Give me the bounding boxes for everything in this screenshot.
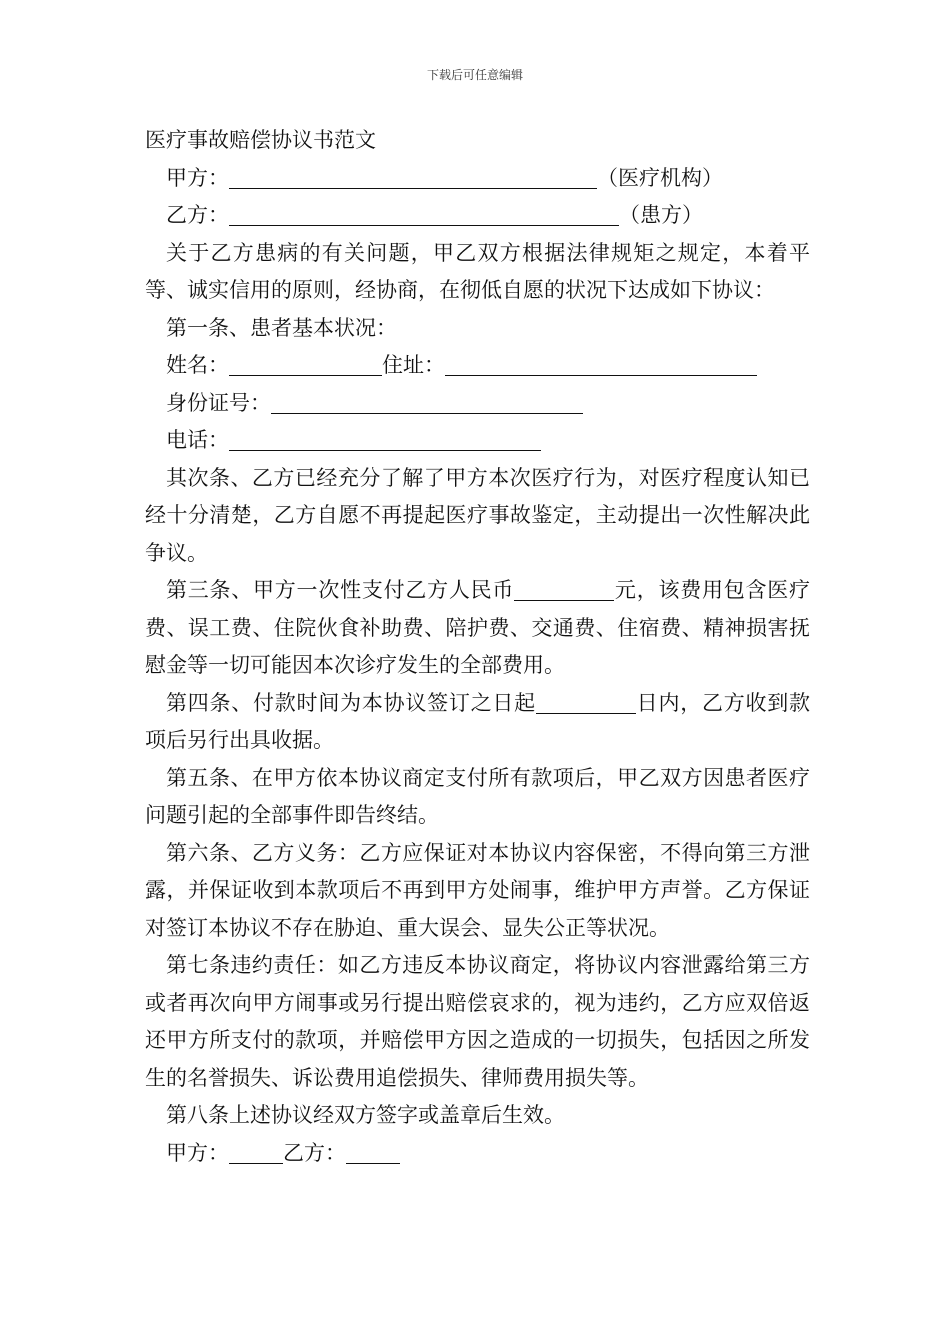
signature-line	[145, 1135, 810, 1173]
article-3-post: 元，该费用包含医疗费、误工费、住院伙食补助费、陪护费、交通费、住宿费、精神损害抚慰金等一切可能因本次诊疗发生的全部费用。	[145, 578, 811, 677]
party-b-note: （患方）	[619, 203, 703, 227]
sign-a-label: 甲方：	[166, 1140, 229, 1165]
address-label: 住址：	[382, 353, 445, 377]
phone-label: 电话：	[166, 428, 229, 452]
address-blank[interactable]	[445, 351, 757, 376]
article-8: 第八条上述协议经双方签字或盖章后生效。	[166, 1103, 565, 1127]
document-body	[145, 122, 810, 1172]
party-a-note: （医疗机构）	[597, 165, 723, 190]
sign-b-blank[interactable]	[346, 1139, 400, 1164]
party-b-label: 乙方：	[166, 203, 229, 227]
article-4-pre: 第四条、付款时间为本协议签订之日起	[166, 690, 536, 715]
party-a-label: 甲方：	[166, 165, 229, 190]
article-2: 其次条、乙方已经充分了解了甲方本次医疗行为，对医疗程度认知已经十分清楚，乙方自愿不再提起医疗事故鉴定，主动提出一次性解决此争议。	[145, 465, 810, 565]
article-7: 第七条违约责任：如乙方违反本协议商定，将协议内容泄露给第三方或者再次向甲方闹事或另行提出赔偿哀求的，视为违约，乙方应双倍返还甲方所支付的款项，并赔偿甲方因之造成的一切损失，包括因之所发生的名誉损失、诉讼费用追偿损失、律师费用损失等。	[145, 953, 810, 1090]
page-header: 下载后可任意编辑	[426, 68, 523, 82]
id-label: 身份证号：	[166, 390, 271, 415]
days-blank[interactable]	[536, 689, 636, 714]
name-blank[interactable]	[229, 351, 382, 376]
article-5: 第五条、在甲方依本协议商定支付所有款项后，甲乙双方因患者医疗问题引起的全部事件即告终结。	[145, 765, 810, 827]
phone-line	[145, 422, 810, 460]
document-title: 医疗事故赔偿协议书范文	[145, 128, 376, 152]
id-line	[145, 385, 810, 423]
party-b-blank[interactable]	[229, 201, 619, 226]
party-b-line	[145, 197, 810, 235]
sign-a-blank[interactable]	[229, 1139, 283, 1164]
intro-paragraph: 关于乙方患病的有关问题，甲乙双方根据法律规矩之规定，本着平等、诚实信用的原则，经协商，在彻低自愿的状况下达成如下协议：	[145, 240, 810, 302]
name-label: 姓名：	[166, 353, 229, 377]
amount-blank[interactable]	[514, 576, 614, 601]
article-4-post: 日内，乙方收到款项后另行出具收据。	[145, 690, 811, 752]
party-a-line	[145, 160, 810, 198]
phone-blank[interactable]	[229, 426, 541, 451]
sign-b-label: 乙方：	[283, 1140, 346, 1165]
article-3	[145, 572, 810, 685]
article-3-pre: 第三条、甲方一次性支付乙方人民币	[166, 578, 515, 602]
article-4	[145, 685, 810, 760]
party-a-blank[interactable]	[229, 164, 597, 189]
id-blank[interactable]	[271, 389, 583, 414]
article-1-title: 第一条、患者基本状况：	[166, 315, 397, 340]
name-address-line	[145, 347, 810, 385]
article-6: 第六条、乙方义务：乙方应保证对本协议内容保密，不得向第三方泄露，并保证收到本款项后不再到甲方处闹事，维护甲方声誉。乙方保证对签订本协议不存在胁迫、重大误会、显失公正等状况。	[145, 840, 810, 940]
